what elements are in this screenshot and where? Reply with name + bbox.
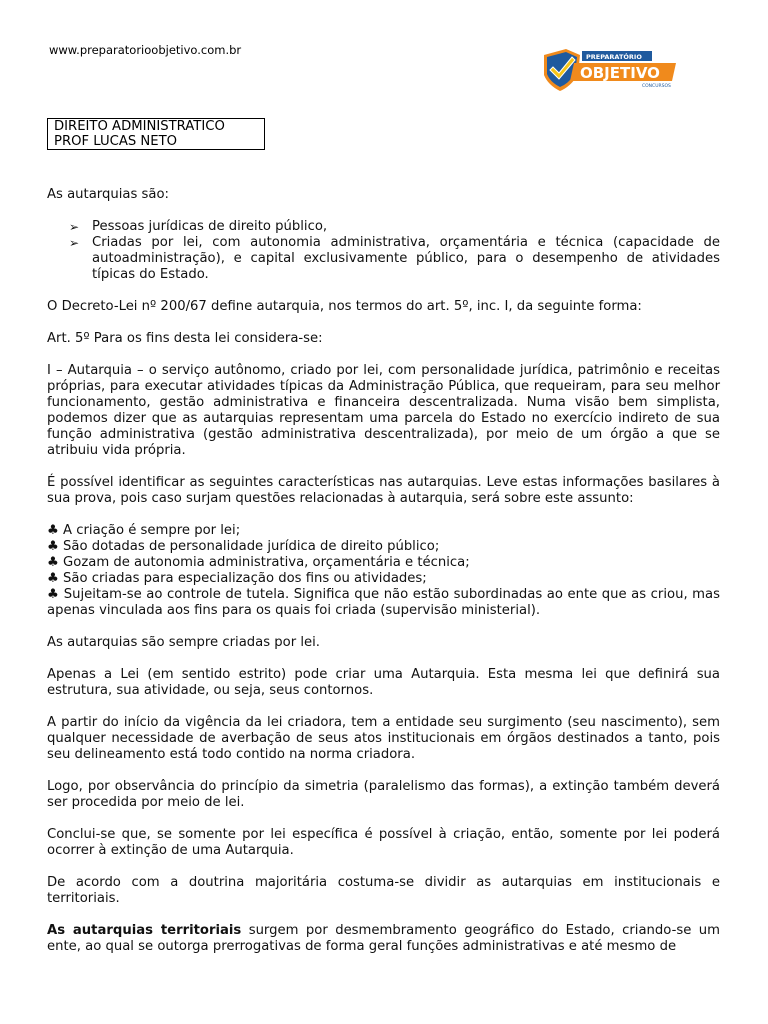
list-item: ♣ A criação é sempre por lei;: [47, 523, 241, 538]
characteristics-list: [47, 523, 720, 619]
inciso-paragraph: I – Autarquia – o serviço autônomo, criado por lei, com personalidade jurídica, patrimônio e receitas próprias, para executar atividades típicas da Administração Pública, que requeiram, para seu melhor funcionamento, gestão administrativa e financeira descentralizada. Numa visão bem simplista, podemos dizer que as autarquias representam uma parcela do Estado no exercício indireto de sua função administrativa (gestão administrativa descentralizada), por meio de um órgão a que se atribuiu vida própria.: [47, 363, 720, 458]
club-bullet-icon: ♣: [47, 539, 59, 554]
territoriais-heading: As autarquias territoriais: [47, 923, 242, 938]
intro-paragraph: As autarquias são:: [47, 187, 169, 202]
sempre-lei-paragraph: As autarquias são sempre criadas por lei.: [47, 635, 320, 650]
logo-top-text: PREPARATÓRIO: [586, 53, 642, 61]
professor-name: PROF LUCAS NETO: [54, 134, 178, 149]
apenas-lei-paragraph: Apenas a Lei (em sentido estrito) pode criar uma Autarquia. Esta mesma lei que definirá sua estrutura, sua atividade, ou seja, seus contornos.: [47, 667, 720, 698]
document-body: [47, 187, 720, 955]
arrow-bullet-icon: ➢: [69, 220, 80, 234]
course-title-box: [47, 118, 265, 150]
doutrina-paragraph: De acordo com a doutrina majoritária costuma-se dividir as autarquias em institucionais e territoriais.: [47, 875, 720, 906]
territoriais-paragraph: As autarquias territoriais surgem por desmembramento geográfico do Estado, criando-se um ente, ao qual se outorga prerrogativas de forma geral funções administrativas e até mesmo de: [47, 923, 720, 954]
list-item: ♣ São dotadas de personalidade jurídica de direito público;: [47, 539, 440, 554]
autarquia-bullet-list: [47, 219, 720, 283]
caracteristicas-intro-paragraph: É possível identificar as seguintes características nas autarquias. Leve estas informações basilares à sua prova, pois caso surjam questões relacionadas à autarquia, será sobre este assunto:: [47, 475, 720, 506]
logo-sub-text: CONCURSOS: [642, 84, 671, 89]
decreto-paragraph: O Decreto-Lei nº 200/67 define autarquia, nos termos do art. 5º, inc. I, da seguinte forma:: [47, 299, 642, 314]
list-item: ➢ Criadas por lei, com autonomia administrativa, orçamentária e técnica (capacidade de autoadministração), e capital exclusivamente público, para o desempenho de atividades típicas do Estado.: [69, 235, 720, 282]
club-bullet-icon: ♣: [47, 587, 60, 602]
list-item: ♣ Gozam de autonomia administrativa, orçamentária e técnica;: [47, 555, 470, 570]
objetivo-logo: [540, 45, 680, 93]
vigencia-paragraph: A partir do início da vigência da lei criadora, tem a entidade seu surgimento (seu nascimento), sem qualquer necessidade de averbação de seus atos institucionais em órgãos destinados a tanto, pois seu delineamento está todo contido na norma criadora.: [47, 715, 720, 762]
list-item: ♣ São criadas para especialização dos fins ou atividades;: [47, 571, 427, 586]
list-item: ➢ Pessoas jurídicas de direito público,: [69, 219, 328, 234]
art5-paragraph: Art. 5º Para os fins desta lei considera-se:: [47, 331, 323, 346]
site-url: www.preparatorioobjetivo.com.br: [49, 43, 242, 57]
club-bullet-icon: ♣: [47, 555, 59, 570]
arrow-bullet-icon: ➢: [69, 236, 80, 250]
logo-main-text: OBJETIVO: [580, 64, 660, 82]
extincao-paragraph: Conclui-se que, se somente por lei específica é possível à criação, então, somente por lei poderá ocorrer à extinção de uma Autarquia.: [47, 827, 720, 858]
list-item: ♣ Sujeitam-se ao controle de tutela. Significa que não estão subordinadas ao ente que as criou, mas apenas vinculada aos fins para os quais foi criada (supervisão ministerial).: [47, 587, 720, 618]
simetria-paragraph: Logo, por observância do princípio da simetria (paralelismo das formas), a extinção também deverá ser procedida por meio de lei.: [47, 779, 720, 810]
club-bullet-icon: ♣: [47, 523, 59, 538]
course-title: DIREITO ADMINISTRATICO: [54, 119, 225, 134]
club-bullet-icon: ♣: [47, 571, 59, 586]
